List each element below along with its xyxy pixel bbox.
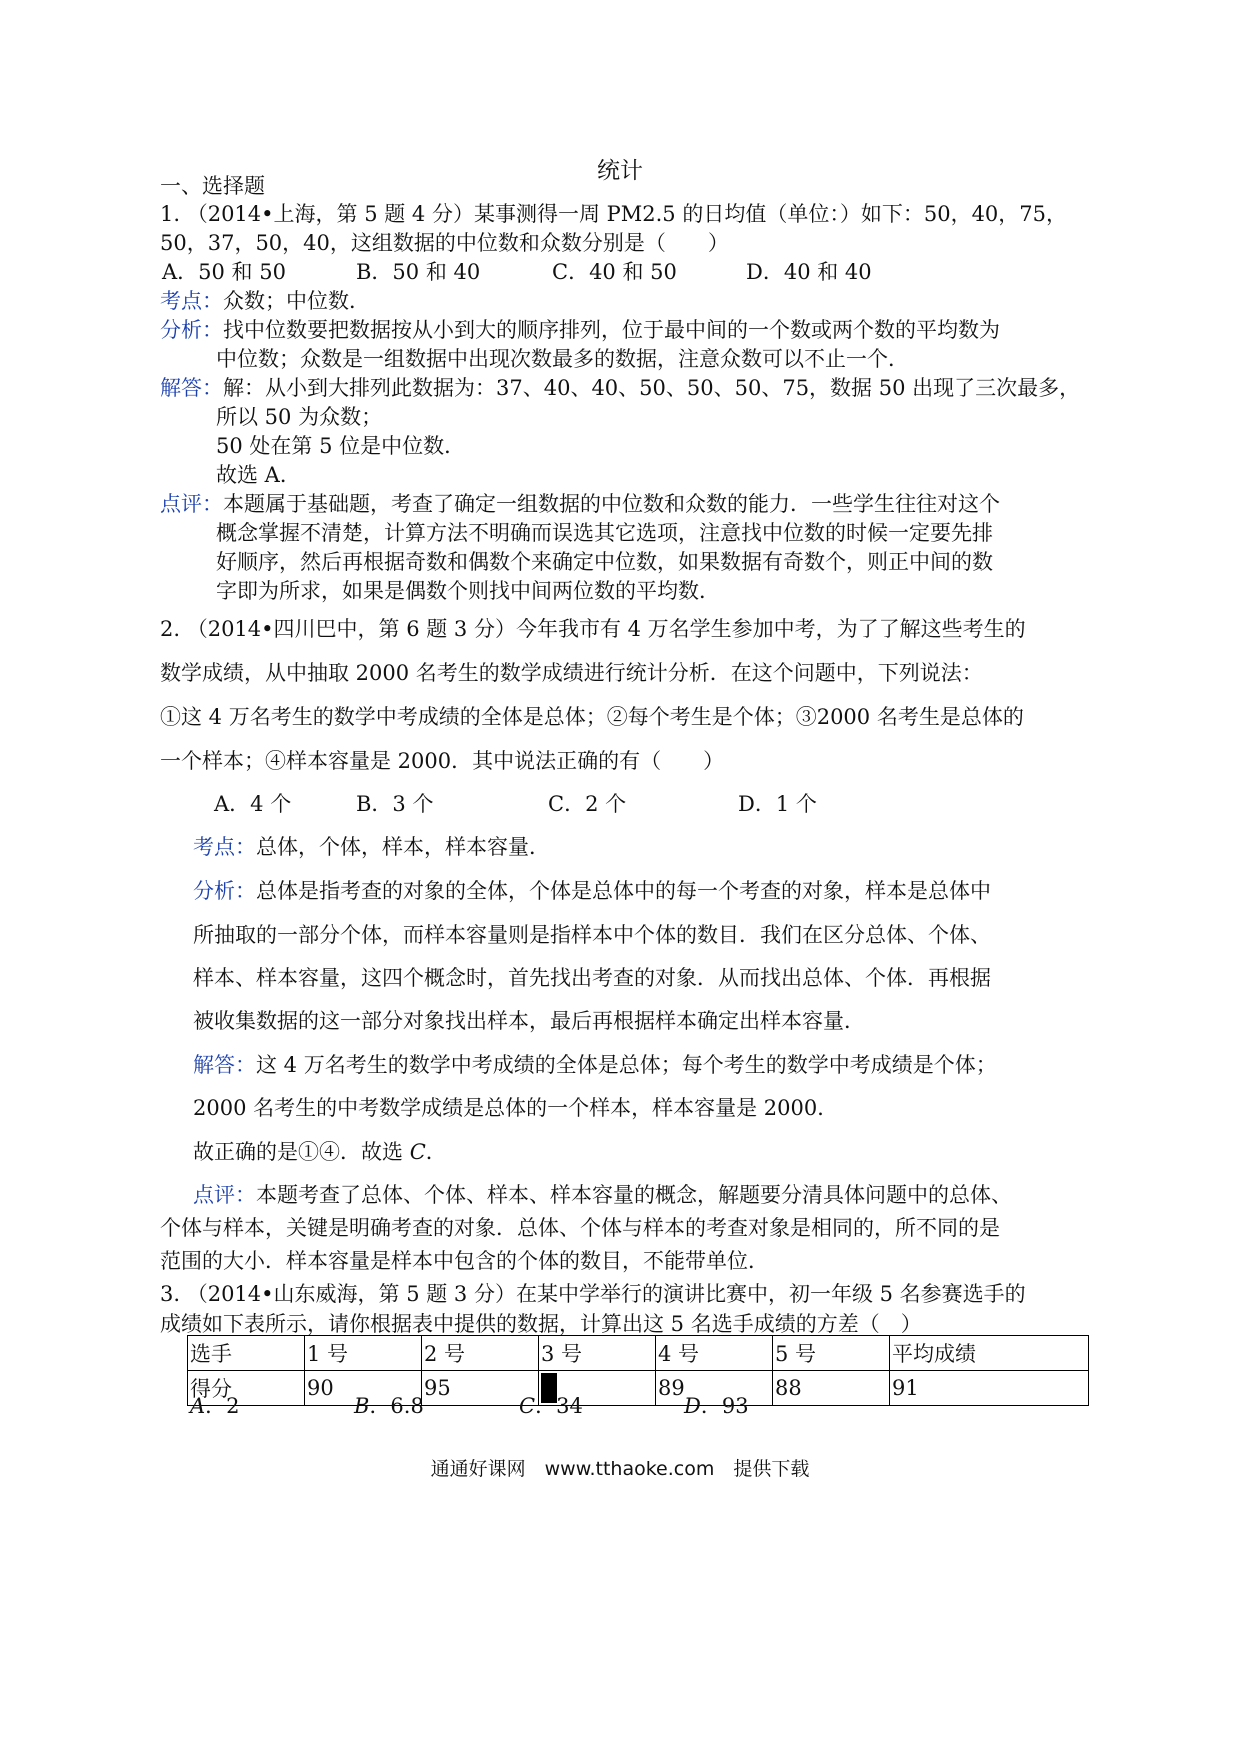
- table-cell: 89: [656, 1371, 773, 1406]
- q2-line-4: 一个样本；④样本容量是 2000．其中说法正确的有（ ）: [160, 749, 725, 773]
- q2-jieda-text-1: 这 4 万名考生的数学中考成绩的全体是总体；每个考生的数学中考成绩是个体；: [256, 1053, 997, 1077]
- q1-kaodian-text: 众数；中位数．: [223, 289, 370, 313]
- q1-fenxi-text-1: 找中位数要把数据按从小到大的顺序排列，位于最中间的一个数或两个数的平均数为: [223, 318, 1000, 342]
- q2-option-b: B．3 个: [356, 792, 434, 816]
- table-cell: 5 号: [773, 1336, 890, 1371]
- q3-option-a: [190, 1392, 240, 1420]
- q2-jieda-text-2: 2000 名考生的中考数学成绩是总体的一个样本，样本容量是 2000．: [193, 1096, 839, 1120]
- q1-dianping-text-2: 概念掌握不清楚，计算方法不明确而误选其它选项，注意找中位数的时候一定要先排: [216, 521, 993, 545]
- q2-kaodian: [193, 833, 550, 861]
- q3-option-a-letter: A: [190, 1394, 206, 1418]
- q1-dianping-text-3: 好顺序，然后再根据奇数和偶数个来确定中位数，如果数据有奇数个，则正中间的数: [216, 550, 993, 574]
- q1-dianping-text-4: 字即为所求，如果是偶数个则找中间两位数的平均数．: [216, 579, 720, 603]
- q3-option-c-value: ．34: [535, 1394, 583, 1418]
- q2-fenxi: [193, 877, 991, 905]
- table-cell: 91: [890, 1371, 1089, 1406]
- q2-dianping-text-3: 范围的大小．样本容量是样本中包含的个体的数目，不能带单位．: [160, 1249, 769, 1273]
- q1-option-d: D．40 和 40: [746, 260, 872, 284]
- q1-fenxi: [160, 316, 1000, 344]
- q1-line-2: 50，37，50，40，这组数据的中位数和众数分别是（ ）: [160, 231, 729, 255]
- q1-jieda-text-4: 故选 A．: [216, 463, 301, 487]
- q3-option-d-value: ．93: [700, 1394, 749, 1418]
- q2-kaodian-label: 考点：: [193, 835, 256, 859]
- q1-jieda-text-2: 所以 50 为众数；: [216, 405, 383, 429]
- q3-option-d-letter: D: [684, 1394, 701, 1418]
- q1-jieda-label: 解答：: [160, 376, 223, 400]
- score-table: [187, 1335, 1089, 1406]
- q3-option-b-value: ．6.8: [369, 1394, 424, 1418]
- table-cell: 得分: [188, 1371, 305, 1406]
- q2-option-c: C．2 个: [548, 792, 627, 816]
- table-cell: 2 号: [422, 1336, 539, 1371]
- q2-option-d: D．1 个: [738, 792, 817, 816]
- table-cell: 3 号: [539, 1336, 656, 1371]
- q2-fenxi-text-1: 总体是指考查的对象的全体，个体是总体中的每一个考查的对象，样本是总体中: [256, 879, 991, 903]
- q2-fenxi-text-4: 被收集数据的这一部分对象找出样本，最后再根据样本确定出样本容量．: [193, 1009, 865, 1033]
- q1-fenxi-text-2: 中位数；众数是一组数据中出现次数最多的数据，注意众数可以不止一个．: [216, 347, 909, 371]
- q1-option-a: A．50 和 50: [162, 260, 286, 284]
- q3-option-c-letter: C: [519, 1394, 536, 1418]
- q2-line-2: 数学成绩，从中抽取 2000 名考生的数学成绩进行统计分析．在这个问题中，下列说法：: [160, 661, 983, 685]
- q2-dianping-label: 点评：: [193, 1183, 256, 1207]
- q1-jieda: [160, 374, 1080, 402]
- table-cell: 95: [422, 1371, 539, 1406]
- q2-kaodian-text: 总体，个体，样本，样本容量．: [256, 835, 550, 859]
- q2-dianping-text-2: 个体与样本，关键是明确考查的对象．总体、个体与样本的考查对象是相同的，所不同的是: [160, 1216, 1000, 1240]
- q1-option-c: C．40 和 50: [552, 260, 677, 284]
- q2-line-3: ①这 4 万名考生的数学中考成绩的全体是总体；②每个考生是个体；③2000 名考生是总体的: [160, 705, 1024, 729]
- table-cell: 90: [305, 1371, 422, 1406]
- table-cell: 平均成绩: [890, 1336, 1089, 1371]
- q1-jieda-text-3: 50 处在第 5 位是中位数．: [216, 434, 466, 458]
- q1-dianping-text-1: 本题属于基础题，考查了确定一组数据的中位数和众数的能力．一些学生往往对这个: [223, 492, 1000, 516]
- table-cell: 88: [773, 1371, 890, 1406]
- section-heading: 一、选择题: [160, 174, 265, 198]
- q1-line-1: 1. （2014•上海，第 5 题 4 分）某事测得一周 PM2.5 的日均值（单位：）如下：50，40，75，: [160, 202, 1068, 226]
- q3-option-a-value: ．2: [205, 1394, 240, 1418]
- q1-dianping-label: 点评：: [160, 492, 223, 516]
- table-cell: 选手: [188, 1336, 305, 1371]
- q1-kaodian: [160, 287, 370, 315]
- q3-option-c: [519, 1392, 583, 1420]
- q2-fenxi-label: 分析：: [193, 879, 256, 903]
- q2-fenxi-text-3: 样本、样本容量，这四个概念时，首先找出考查的对象．从而找出总体、个体．再根据: [193, 966, 991, 990]
- q3-option-b-letter: B: [354, 1394, 370, 1418]
- q1-jieda-text-1: 解：从小到大排列此数据为：37、40、40、50、50、50、75，数据 50 出现了三次最多，: [223, 376, 1081, 400]
- q1-option-b: B．50 和 40: [356, 260, 481, 284]
- q2-jieda-text-3: [193, 1138, 447, 1166]
- q2-answer-letter: C: [409, 1140, 426, 1164]
- q3-option-d: [684, 1392, 749, 1420]
- q1-kaodian-label: 考点：: [160, 289, 223, 313]
- q2-jieda-text-3c: ．: [425, 1140, 447, 1164]
- q2-fenxi-text-2: 所抽取的一部分个体，而样本容量则是指样本中个体的数目．我们在区分总体、个体、: [193, 923, 991, 947]
- q2-jieda-label: 解答：: [193, 1053, 256, 1077]
- q2-line-1: 2. （2014•四川巴中，第 6 题 3 分）今年我市有 4 万名学生参加中考，为了了解这些考生的: [160, 617, 1026, 641]
- q1-dianping: [160, 490, 1000, 518]
- table-header-row: [188, 1336, 1089, 1371]
- q2-jieda: [193, 1051, 997, 1079]
- footer-text: 通通好课网 www.tthaoke.com 提供下载: [430, 1458, 810, 1480]
- q2-jieda-text-3a: 故正确的是①④．故选: [193, 1140, 410, 1164]
- table-cell: 1 号: [305, 1336, 422, 1371]
- q2-dianping: [193, 1181, 1012, 1209]
- table-cell: 4 号: [656, 1336, 773, 1371]
- q1-fenxi-label: 分析：: [160, 318, 223, 342]
- q3-line-2: 成绩如下表所示，请你根据表中提供的数据，计算出这 5 名选手成绩的方差（ ）: [160, 1312, 922, 1336]
- q2-option-a: A．4 个: [214, 792, 292, 816]
- document-title: 统计: [597, 158, 643, 184]
- q3-line-1: 3. （2014•山东威海，第 5 题 3 分）在某中学举行的演讲比赛中，初一年级 5 名参赛选手的: [160, 1282, 1026, 1306]
- table-row: [188, 1371, 1089, 1406]
- q3-option-b: [354, 1392, 424, 1420]
- q2-dianping-text-1: 本题考查了总体、个体、样本、样本容量的概念，解题要分清具体问题中的总体、: [256, 1183, 1012, 1207]
